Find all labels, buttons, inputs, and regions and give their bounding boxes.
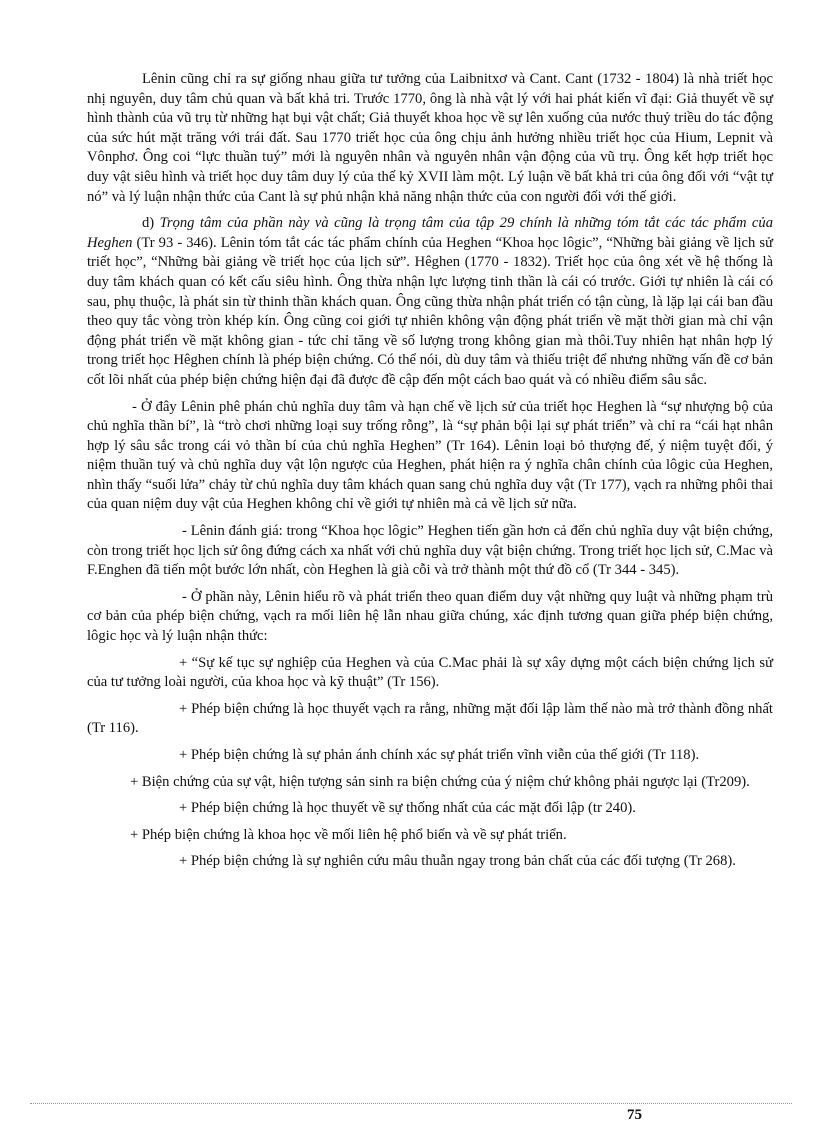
paragraph-cant: Lênin cũng chỉ ra sự giống nhau giữa tư tưởng của Laibnitxơ và Cant. Cant (1732 - 1804) là nhà triết học nhị nguyên, duy tâm chủ quan và bất khả tri. Trước 1770, ông là nhà vật lý với hai phát kiến vĩ đại: Giả thuyết về sự hình thành của vũ trụ từ những hạt bụi vật chất; Giả thuyết khoa học về sự lên xuống của nước thuỷ triều do tác động của sức hút mặt trăng với trái đất. Sau 1770 triết học của ông chịu ảnh hưởng nhiều triết học của Hium, Lepnit và Vônphơ. Ông coi “lực thuần tuý” mới là nguyên nhân và nguyên nhân vận động của vũ trụ. Ông kết hợp triết học duy vật siêu hình và triết học duy tâm duy lý của thế kỷ XVII làm một. Lý luận về bất khả tri của ông đối với “vật tự nó” và lý luận nhận thức của Cant là sự phủ nhận khả năng nhận thức của con người đối với thế giới. [87, 71, 773, 205]
page-number: 75 [627, 1107, 642, 1123]
footer-divider [30, 1103, 792, 1104]
paragraph-dialectics-intro: - Ở phần này, Lênin hiểu rõ và phát triển theo quan điểm duy vật những quy luật và những phạm trù cơ bản của phép biện chứng, vạch ra mối liên hệ lẫn nhau giữa chúng, xác định tương quan giữa phép biện chứng, lôgic học và lý luận nhận thức: [87, 588, 773, 645]
paragraph-critique: - Ở đây Lênin phê phán chủ nghĩa duy tâm và hạn chế về lịch sử của triết học Heghen là “sự nhượng bộ của chủ nghĩa thần bí”, là “trò chơi những loại suy trống rỗng”, là “sự phản bội lại sự phát triển” và chỉ ra “cái hạt nhân hợp lý sâu sắc trong cái vỏ thần bí của chủ nghĩa Heghen” (Tr 164). Lênin loại bỏ thượng đế, ý niệm tuyệt đối, ý niệm thuần tuý và chủ nghĩa duy vật lộn ngược của Heghen, phát hiện ra ý nghĩa chân chính của lôgic của Heghen, nhìn thấy “suối lửa” chảy từ chủ nghĩa duy tâm khách quan sang chủ nghĩa duy vật (Tr 177), vạch ra những phôi thai của quan niệm duy vật của Heghen không chỉ về giới tự nhiên mà cả về lịch sử nữa. [87, 398, 773, 513]
paragraph-heghen-rest: (Tr 93 - 346). Lênin tóm tắt các tác phẩm chính của Heghen “Khoa học lôgic”, “Những bài giảng về lịch sử triết học”, “Những bài giảng về triết học của lịch sử”. Hêghen (1770 - 1832). Triết học của ông xét về hệ thống là duy tâm khách quan có kết cấu siêu hình. Ông thừa nhận lực lượng tinh thần là cái có trước. Giới tự nhiên là cái có sau, phụ thuộc, là phát sin từ thinh thần khách quan. Ông cũng thừa nhận phát triển có tận cùng, là lặp lại cái ban đầu theo quy tắc vòng tròn khép kín. Ông cũng coi giới tự nhiên không vận động phát triển về mặt thời gian mà chỉ vận động phát triển về mặt không gian - tức chỉ tăng về số lượng trong không gian mà thôi.Tuy nhiên hạt nhân hợp lý trong triết học Hêghen chính là phép biện chứng. Có thể nói, dù duy tâm và thiếu triệt để nhưng những vấn đề cơ bản cốt lõi nhất của phép biện chứng hiện đại đã được đề cập đến một cách bao quát và có nhiều điểm sâu sắc. [87, 234, 773, 388]
bullet-item: + Phép biện chứng là sự phản ánh chính xác sự phát triển vĩnh viễn của thế giới (Tr 118). [179, 747, 700, 763]
bullet-item: + Phép biện chứng là khoa học về mối liên hệ phổ biến và về sự phát triển. [130, 826, 567, 843]
paragraph-heghen-summary [87, 214, 773, 390]
document-body [87, 70, 773, 879]
paragraph-heghen-lead: d) [142, 215, 160, 232]
bullet-item: + Phép biện chứng là học thuyết vạch ra rằng, những mặt đối lập làm thế nào mà trở thành đồng nhất (Tr 116). [87, 700, 773, 737]
bullet-item: + Phép biện chứng là học thuyết về sự thống nhất của các mặt đối lập (tr 240). [179, 800, 636, 817]
bullet-item: + Phép biện chứng là sự nghiên cứu mâu thuẫn ngay trong bản chất của các đối tượng (Tr 268). [179, 853, 736, 870]
paragraph-heghen-italic: Trọng tâm của phần này và cũng là trọng tâm của tập 29 chính là những tóm tắt các tác phẩm của Heghen [87, 215, 773, 251]
bullet-item: + Biện chứng của sự vật, hiện tượng sản sinh ra biện chứng của ý niệm chứ không phải ngược lại (Tr209). [130, 773, 750, 790]
paragraph-evaluation: - Lênin đánh giá: trong “Khoa học lôgic” Heghen tiến gần hơn cả đến chủ nghĩa duy vật biện chứng, còn trong triết học lịch sử ông đứng cách xa nhất với chủ nghĩa duy vật biện chứng. Trong triết học lịch sử, C.Mac và F.Enghen đã tiến một bước lớn nhất, còn Heghen là già cỗi và trở thành một thứ đồ cổ (Tr 344 - 345). [87, 523, 773, 579]
bullet-item: + “Sự kế tục sự nghiệp của Heghen và của C.Mac phải là sự xây dựng một cách biện chứng lịch sử của tư tưởng loài người, của khoa học và kỹ thuật” (Tr 156). [87, 654, 773, 691]
